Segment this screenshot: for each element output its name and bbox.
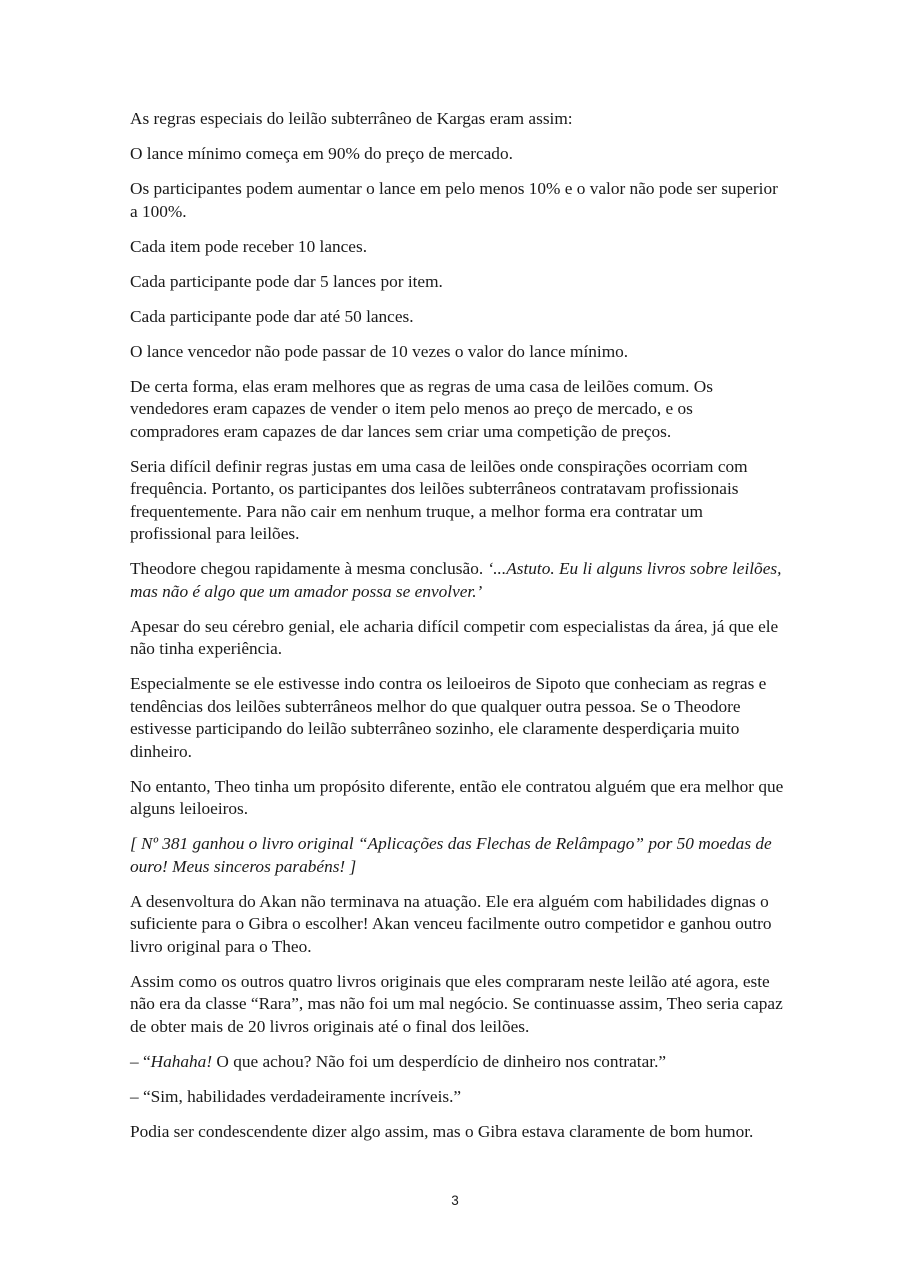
paragraph [130, 1086, 785, 1109]
text-run: As regras especiais do leilão subterrâneo de Kargas eram assim: [130, 109, 573, 128]
paragraph [130, 376, 785, 444]
text-run: Apesar do seu cérebro genial, ele acharia difícil competir com especialistas da área, já que ele não tinha experiência. [130, 616, 779, 658]
paragraph [130, 236, 785, 259]
text-run: Cada participante pode dar 5 lances por item. [130, 271, 443, 291]
paragraph [130, 673, 785, 763]
page-number: 3 [451, 1193, 459, 1208]
text-run: Os participantes podem aumentar o lance em pelo menos 10% e o valor não pode ser superior a 100%. [130, 179, 778, 221]
text-run: Theodore chegou rapidamente à mesma conclusão. [130, 559, 488, 578]
text-run: No entanto, Theo tinha um propósito diferente, então ele contratou alguém que era melhor que alguns leiloeiros. [130, 776, 784, 818]
text-run: O que achou? Não foi um desperdício de dinheiro nos contratar.” [212, 1051, 667, 1071]
paragraph [130, 306, 785, 329]
italic-text: ‘...Astuto. Eu li alguns livros sobre leilões, mas não é algo que um amador possa se envolver.’ [130, 559, 782, 601]
text-run: Cada item pode receber 10 lances. [130, 236, 368, 256]
paragraph [130, 776, 785, 821]
paragraph [130, 558, 785, 603]
paragraph [130, 616, 785, 661]
text-run: – “Sim, habilidades verdadeiramente incríveis.” [130, 1086, 462, 1106]
paragraph [130, 178, 785, 223]
text-run: – “ [130, 1051, 151, 1071]
body-text [130, 108, 785, 1156]
text-run: O lance mínimo começa em 90% do preço de mercado. [130, 144, 513, 163]
text-run: De certa forma, elas eram melhores que as regras de uma casa de leilões comum. Os vendedores eram capazes de vender o item pelo menos ao preço de mercado, e os compradores eram capazes de dar lances sem criar uma competição de preços. [130, 376, 713, 441]
paragraph [130, 1051, 785, 1074]
paragraph [130, 271, 785, 294]
paragraph [130, 1121, 785, 1144]
text-run: Especialmente se ele estivesse indo contra os leiloeiros de Sipoto que conheciam as regras e tendências dos leilões subterrâneos melhor do que qualquer outra pessoa. Se o Theodore estivesse participando do leilão subterrâneo sozinho, ele claramente desperdiçaria muito dinheiro. [130, 674, 767, 761]
text-run: Podia ser condescendente dizer algo assim, mas o Gibra estava claramente de bom humor. [130, 1121, 754, 1141]
paragraph [130, 108, 785, 131]
text-run: Assim como os outros quatro livros originais que eles compraram neste leilão até agora, este não era da classe “Rara”, mas não foi um mal negócio. Se continuasse assim, Theo seria capaz de obter mais de 20 livros originais até o final dos leilões. [130, 971, 783, 1036]
text-run: A desenvoltura do Akan não terminava na atuação. Ele era alguém com habilidades dignas o suficiente para o Gibra o escolher! Akan venceu facilmente outro competidor e ganhou outro livro original para o Theo. [130, 891, 772, 956]
paragraph [130, 891, 785, 959]
text-run: Seria difícil definir regras justas em uma casa de leilões onde conspirações ocorriam com frequência. Portanto, os participantes dos leilões subterrâneos contratavam profissionais frequentemente. Para não cair em nenhum truque, a melhor forma era contratar um profissional para leilões. [130, 456, 748, 543]
text-run: O lance vencedor não pode passar de 10 vezes o valor do lance mínimo. [130, 341, 629, 361]
paragraph [130, 971, 785, 1039]
italic-text: Hahaha! [150, 1051, 213, 1071]
paragraph [130, 143, 785, 166]
paragraph [130, 833, 785, 878]
paragraph [130, 341, 785, 364]
paragraph [130, 456, 785, 546]
italic-text: [ Nº 381 ganhou o livro original “Aplicações das Flechas de Relâmpago” por 50 moedas de ouro! Meus sinceros parabéns! ] [130, 834, 772, 876]
text-run: Cada participante pode dar até 50 lances. [130, 306, 414, 326]
